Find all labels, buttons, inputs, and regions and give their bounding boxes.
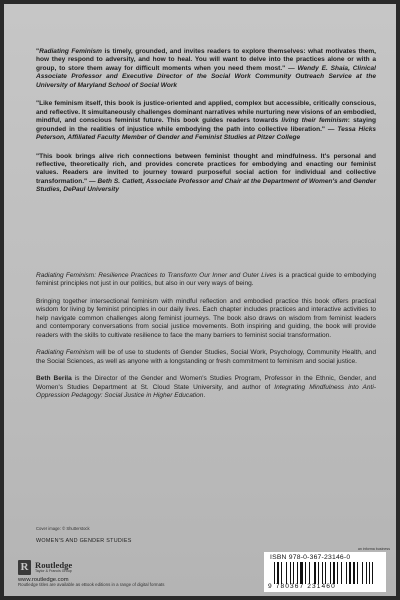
endorsements xyxy=(36,48,376,205)
isbn-barcode xyxy=(264,552,386,592)
subject-category: WOMEN'S AND GENDER STUDIES xyxy=(36,538,132,544)
barcode-bar xyxy=(293,562,295,584)
barcode-bar xyxy=(297,562,298,584)
barcode-bar xyxy=(333,562,335,584)
book-description xyxy=(36,272,376,409)
back-cover xyxy=(4,4,396,596)
barcode-bar xyxy=(318,562,319,584)
publisher-name: Routledge xyxy=(35,560,73,570)
informa-business: an informa business xyxy=(357,547,390,551)
endorsement-1: "Radiating Feminism is timely, grounded, and invites readers to explore themselves: what motivates them, how they respond to adversity, and how to heal. You will want to delve into the practices alone or with a group, to store them away for difficult moments when you need them most." — Wendy E. Shaia, Clinical Associate Professor and Executive Director of the Social Work Community Outreach Service at the University of Maryland School of Social Work xyxy=(36,48,376,89)
barcode-bar xyxy=(346,562,347,584)
barcode-bar xyxy=(309,562,310,584)
barcode-bar xyxy=(325,562,327,584)
barcode-bar xyxy=(357,562,358,584)
barcode-bar xyxy=(305,562,306,584)
barcode-bar xyxy=(286,562,287,584)
ebook-note: Routledge titles are available as eBook editions in a range of digital formats xyxy=(18,582,165,587)
barcode-bar xyxy=(369,562,371,584)
barcode-bar xyxy=(349,562,351,584)
publisher-group: Taylor & Francis Group xyxy=(35,569,72,573)
barcode-bar xyxy=(337,562,338,584)
barcode-bar xyxy=(274,562,275,584)
barcode-bars xyxy=(274,562,378,584)
routledge-logo-icon xyxy=(18,560,31,575)
barcode-bar xyxy=(362,562,363,584)
barcode-bar xyxy=(300,562,303,584)
isbn-label: ISBN 978-0-367-23146-0 xyxy=(270,554,351,561)
publisher-url: www.routledge.com xyxy=(18,577,69,583)
endorsement-2: "Like feminism itself, this book is justice-oriented and applied, complex but accessible, critically conscious, and reflective. It simultaneously challenges dominant narratives while nurturing new visions of an embodied, mindful, and conscious feminist future. This book guides readers towards living their feminism: staying grounded in the realities of injustice while embodying the path into collective liberation." — Tessa Hicks Peterson, Affiliated Faculty Member of Gender and Feminist Studies at Pitzer College xyxy=(36,100,376,142)
barcode-bar xyxy=(322,562,323,584)
barcode-bar xyxy=(372,562,373,584)
barcode-bar xyxy=(341,562,342,584)
barcode-bar xyxy=(330,562,331,584)
cover-image-credit: Cover image: © Shutterstock xyxy=(36,526,90,531)
barcode-bar xyxy=(277,562,279,584)
description-intro: Radiating Feminism: Resilience Practices to Transform Our Inner and Outer Lives is a practical guide to embodying feminist principles not just in our politics, but also in our very ways of being. xyxy=(36,272,377,288)
description-body: Bringing together intersectional feminism with mindful reflection and embodied practice this book offers practical wisdom for living by feminist principles in our daily lives. Each chapter includes practices and interactive activities to help navigate common challenges along feminist journeys. The book also draws on wisdom from feminist leaders and contemporary conversations from social justice movements. Both inspiring and guiding, the book will provide readers with the skills to cultivate resilience to face the many barriers to feminist social transformation. xyxy=(36,297,376,339)
barcode-area xyxy=(264,547,394,596)
endorsement-3: "This book brings alive rich connections between feminist thought and mindfulness. It's personal and reflective, theoretically rich, and provides concrete practices for embodying and enacting our feminist values. Readers are invited to journey toward purposeful social action for individual and collective transformation." — Beth S. Catlett, Associate Professor and Chair at the Department of Women's and Gender Studies, DePaul University xyxy=(36,152,376,194)
barcode-bar xyxy=(314,562,316,584)
description-audience: Radiating Feminism will be of use to students of Gender Studies, Social Work, Psychology, Community Health, and the Social Sciences, as well as anyone with a longstanding or fresh commitment to feminism and social justice. xyxy=(36,349,376,365)
barcode-bar xyxy=(281,562,282,584)
isbn-digits: 9 780367 231460 xyxy=(268,583,336,590)
barcode-bar xyxy=(290,562,291,584)
author-bio: Beth Berila is the Director of the Gender and Women's Studies Program, Professor in the Ethnic, Gender, and Women's Studies Department at St. Cloud State University, and author of Integrating Mindfulness into Anti-Oppression Pedagogy: Social Justice in Higher Education. xyxy=(36,375,376,399)
barcode-bar xyxy=(366,562,367,584)
barcode-bar xyxy=(353,562,355,584)
